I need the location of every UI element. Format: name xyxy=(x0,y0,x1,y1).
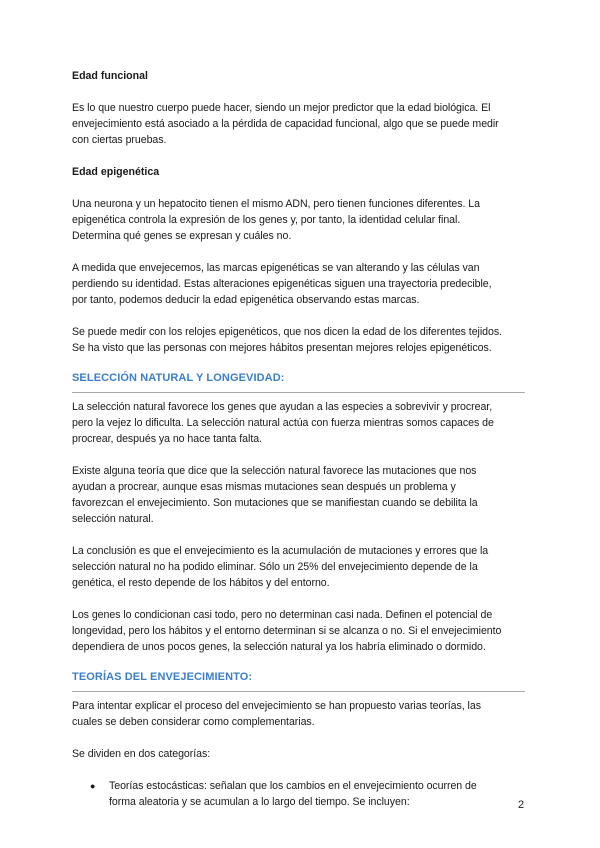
text-line: selección natural. xyxy=(72,513,154,525)
bullet-text xyxy=(109,778,477,810)
text-line: pero la vejez lo dificulta. La selección natural actúa con fuerza mientras somos capaces de xyxy=(72,417,494,429)
text-line: La selección natural favorece los genes que ayudan a las especies a sobrevivir y procrear, xyxy=(72,401,493,413)
text-line: epigenética controla la expresión de los genes y, por tanto, la identidad celular final. xyxy=(72,214,461,226)
bullet-icon: ● xyxy=(90,781,96,791)
paragraph xyxy=(72,260,527,308)
text-line: favorezcan el envejecimiento. Son mutaciones que se manifiestan cuando se debilita la xyxy=(72,497,478,509)
heading-divider xyxy=(72,392,525,393)
text-line: Teorías estocásticas: señalan que los cambios en el envejecimiento ocurren de xyxy=(109,780,477,792)
text-line: envejecimiento está asociado a la pérdida de capacidad funcional, algo que se puede medir xyxy=(72,118,499,130)
paragraph xyxy=(72,100,527,148)
text-line: Determina qué genes se expresan y cuáles no. xyxy=(72,230,292,242)
paragraph xyxy=(72,399,527,447)
heading-teorias: TEORÍAS DEL ENVEJECIMIENTO: xyxy=(72,671,253,683)
page-number: 2 xyxy=(518,799,525,811)
paragraph xyxy=(72,543,527,591)
text-line: ayudan a procrear, aunque esas mismas mutaciones sean después un problema y xyxy=(72,481,456,493)
text-line: forma aleatoria y se acumulan a lo largo del tiempo. Se incluyen: xyxy=(109,796,410,808)
paragraph xyxy=(72,196,527,244)
text-line: cuales se deben considerar como complementarias. xyxy=(72,716,315,728)
text-line: A medida que envejecemos, las marcas epigenéticas se van alterando y las células van xyxy=(72,262,480,274)
text-line: perdiendo su identidad. Estas alteraciones epigenéticas siguen una trayectoria predecible, xyxy=(72,278,492,290)
section-title-edad-epigenetica: Edad epigenética xyxy=(72,166,160,178)
text-line: longevidad, pero los hábitos y el entorno determinan si se alcanza o no. Si el envejecimiento xyxy=(72,625,502,637)
text-line: procrear, después ya no hace tanta falta. xyxy=(72,433,262,445)
heading-seleccion-natural: SELECCIÓN NATURAL Y LONGEVIDAD: xyxy=(72,372,285,384)
text-line: Se puede medir con los relojes epigenéticos, que nos dicen la edad de los diferentes tejidos. xyxy=(72,326,502,338)
text-line: dependiera de unos pocos genes, la selección natural ya los habría eliminado o dormido. xyxy=(72,641,486,653)
text-line: selección natural no ha podido eliminar. Sólo un 25% del envejecimiento depende de la xyxy=(72,561,478,573)
bullet-item xyxy=(72,778,527,810)
text-line: genética, el resto depende de los hábitos y del entorno. xyxy=(72,577,330,589)
text-line: Es lo que nuestro cuerpo puede hacer, siendo un mejor predictor que la edad biológica. El xyxy=(72,102,491,114)
paragraph xyxy=(72,463,527,527)
heading-divider xyxy=(72,691,525,692)
paragraph xyxy=(72,746,527,762)
text-line: Se dividen en dos categorías: xyxy=(72,748,211,760)
text-line: Los genes lo condicionan casi todo, pero no determinan casi nada. Definen el potencial de xyxy=(72,609,493,621)
paragraph xyxy=(72,607,527,655)
document-page xyxy=(72,68,527,810)
text-line: Una neurona y un hepatocito tienen el mismo ADN, pero tienen funciones diferentes. La xyxy=(72,198,480,210)
text-line: Se ha visto que las personas con mejores hábitos presentan mejores relojes epigenéticos. xyxy=(72,342,492,354)
section-title-edad-funcional: Edad funcional xyxy=(72,70,148,82)
text-line: La conclusión es que el envejecimiento es la acumulación de mutaciones y errores que la xyxy=(72,545,489,557)
paragraph xyxy=(72,698,527,730)
text-line: por tanto, podemos deducir la edad epigenética observando estas marcas. xyxy=(72,294,420,306)
text-line: Para intentar explicar el proceso del envejecimiento se han propuesto varias teorías, las xyxy=(72,700,481,712)
text-line: con ciertas pruebas. xyxy=(72,134,167,146)
paragraph xyxy=(72,324,527,356)
text-line: Existe alguna teoría que dice que la selección natural favorece las mutaciones que nos xyxy=(72,465,477,477)
